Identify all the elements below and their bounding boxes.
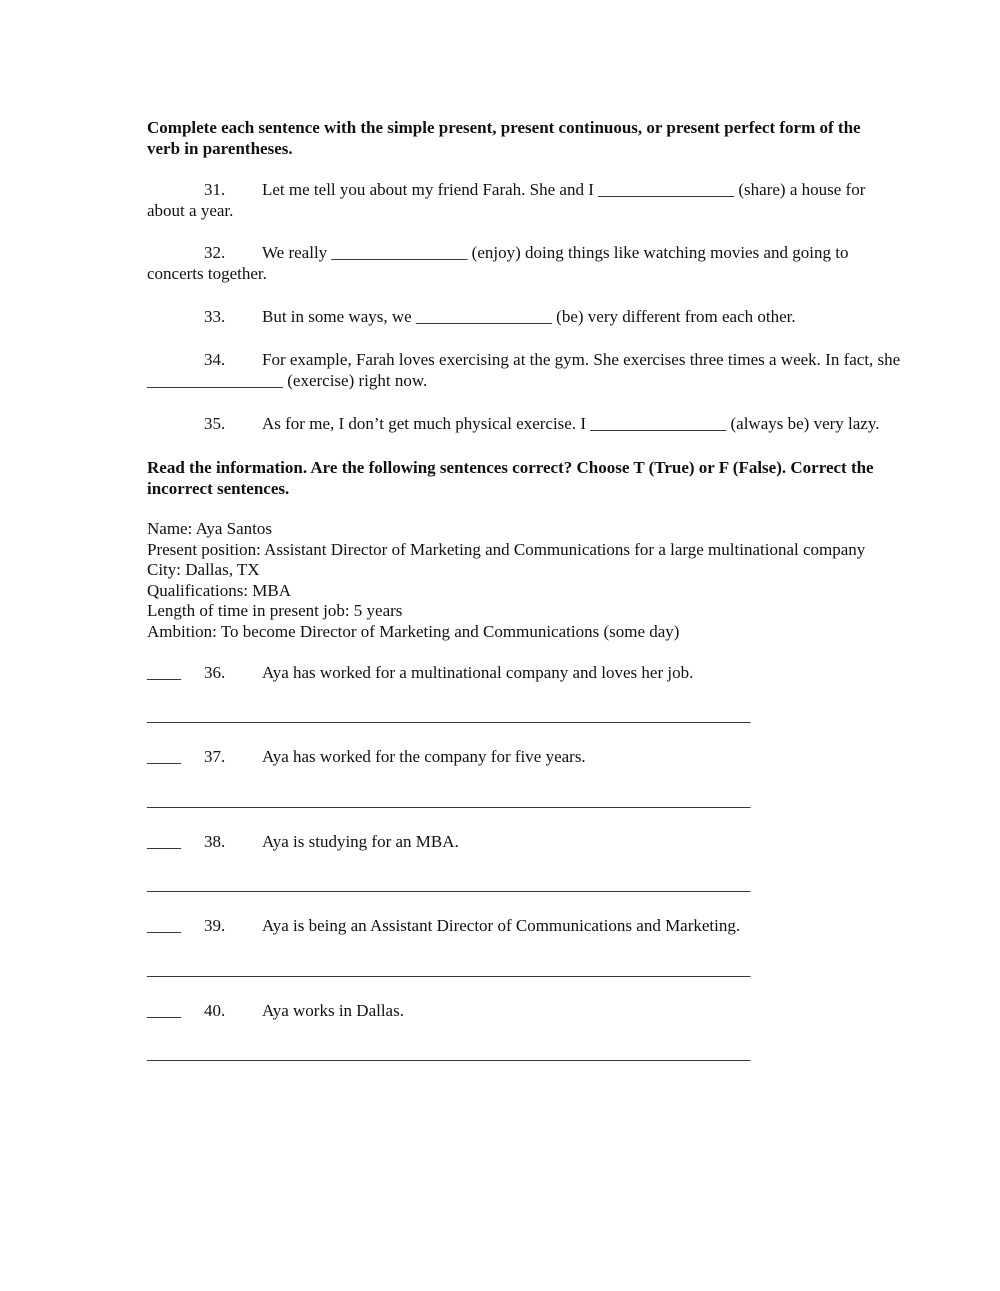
item-36-number: 36. — [204, 663, 226, 682]
item-31-text: Let me tell you about my friend Farah. She and I ________________ (share) a house for — [262, 180, 866, 199]
item-38-tf-blank[interactable]: ____ — [147, 832, 181, 851]
item-39-tf-blank[interactable]: ____ — [147, 916, 181, 935]
profile-name: Name: Aya Santos — [147, 519, 272, 538]
part1-instructions-line2: verb in parentheses. — [147, 139, 293, 158]
item-37-tf-blank[interactable]: ____ — [147, 747, 181, 766]
item-31-text-cont: about a year. — [147, 201, 234, 220]
item-35-number: 35. — [204, 414, 226, 433]
item-33-text: But in some ways, we ________________ (be) very different from each other. — [262, 307, 796, 326]
item-34-number: 34. — [204, 350, 226, 369]
item-35-text: As for me, I don’t get much physical exercise. I ________________ (always be) very lazy. — [262, 414, 880, 433]
item-32-text-cont: concerts together. — [147, 264, 267, 283]
item-37-answer-line[interactable]: _______________________________________________________________________ — [147, 791, 751, 810]
item-39-number: 39. — [204, 916, 226, 935]
item-38-answer-line[interactable]: _______________________________________________________________________ — [147, 875, 751, 894]
item-40-answer-line[interactable]: _______________________________________________________________________ — [147, 1044, 751, 1063]
item-33-number: 33. — [204, 307, 226, 326]
part2-instructions-line1: Read the information. Are the following sentences correct? Choose T (True) or F (False). Correct the — [147, 458, 874, 477]
item-36-tf-blank[interactable]: ____ — [147, 663, 181, 682]
profile-position: Present position: Assistant Director of Marketing and Communications for a large multinational company — [147, 540, 866, 559]
item-31-number: 31. — [204, 180, 226, 199]
part1-instructions-line1: Complete each sentence with the simple present, present continuous, or present perfect form of the — [147, 118, 861, 137]
item-32-text: We really ________________ (enjoy) doing things like watching movies and going to — [262, 243, 849, 262]
item-38-text: Aya is studying for an MBA. — [262, 832, 459, 851]
profile-qualifications: Qualifications: MBA — [147, 581, 292, 600]
item-40-number: 40. — [204, 1001, 226, 1020]
item-36-text: Aya has worked for a multinational company and loves her job. — [262, 663, 694, 682]
item-39-answer-line[interactable]: _______________________________________________________________________ — [147, 960, 751, 979]
item-37-text: Aya has worked for the company for five years. — [262, 747, 586, 766]
profile-length-of-time: Length of time in present job: 5 years — [147, 601, 403, 620]
item-34-text-cont: ________________ (exercise) right now. — [147, 371, 428, 390]
item-40-text: Aya works in Dallas. — [262, 1001, 404, 1020]
item-39-text: Aya is being an Assistant Director of Communications and Marketing. — [262, 916, 741, 935]
profile-city: City: Dallas, TX — [147, 560, 260, 579]
item-40-tf-blank[interactable]: ____ — [147, 1001, 181, 1020]
item-37-number: 37. — [204, 747, 226, 766]
part2-instructions-line2: incorrect sentences. — [147, 479, 290, 498]
item-38-number: 38. — [204, 832, 226, 851]
profile-ambition: Ambition: To become Director of Marketing and Communications (some day) — [147, 622, 680, 641]
item-32-number: 32. — [204, 243, 226, 262]
item-36-answer-line[interactable]: _______________________________________________________________________ — [147, 706, 751, 725]
item-34-text: For example, Farah loves exercising at the gym. She exercises three times a week. In fact, she — [262, 350, 901, 369]
